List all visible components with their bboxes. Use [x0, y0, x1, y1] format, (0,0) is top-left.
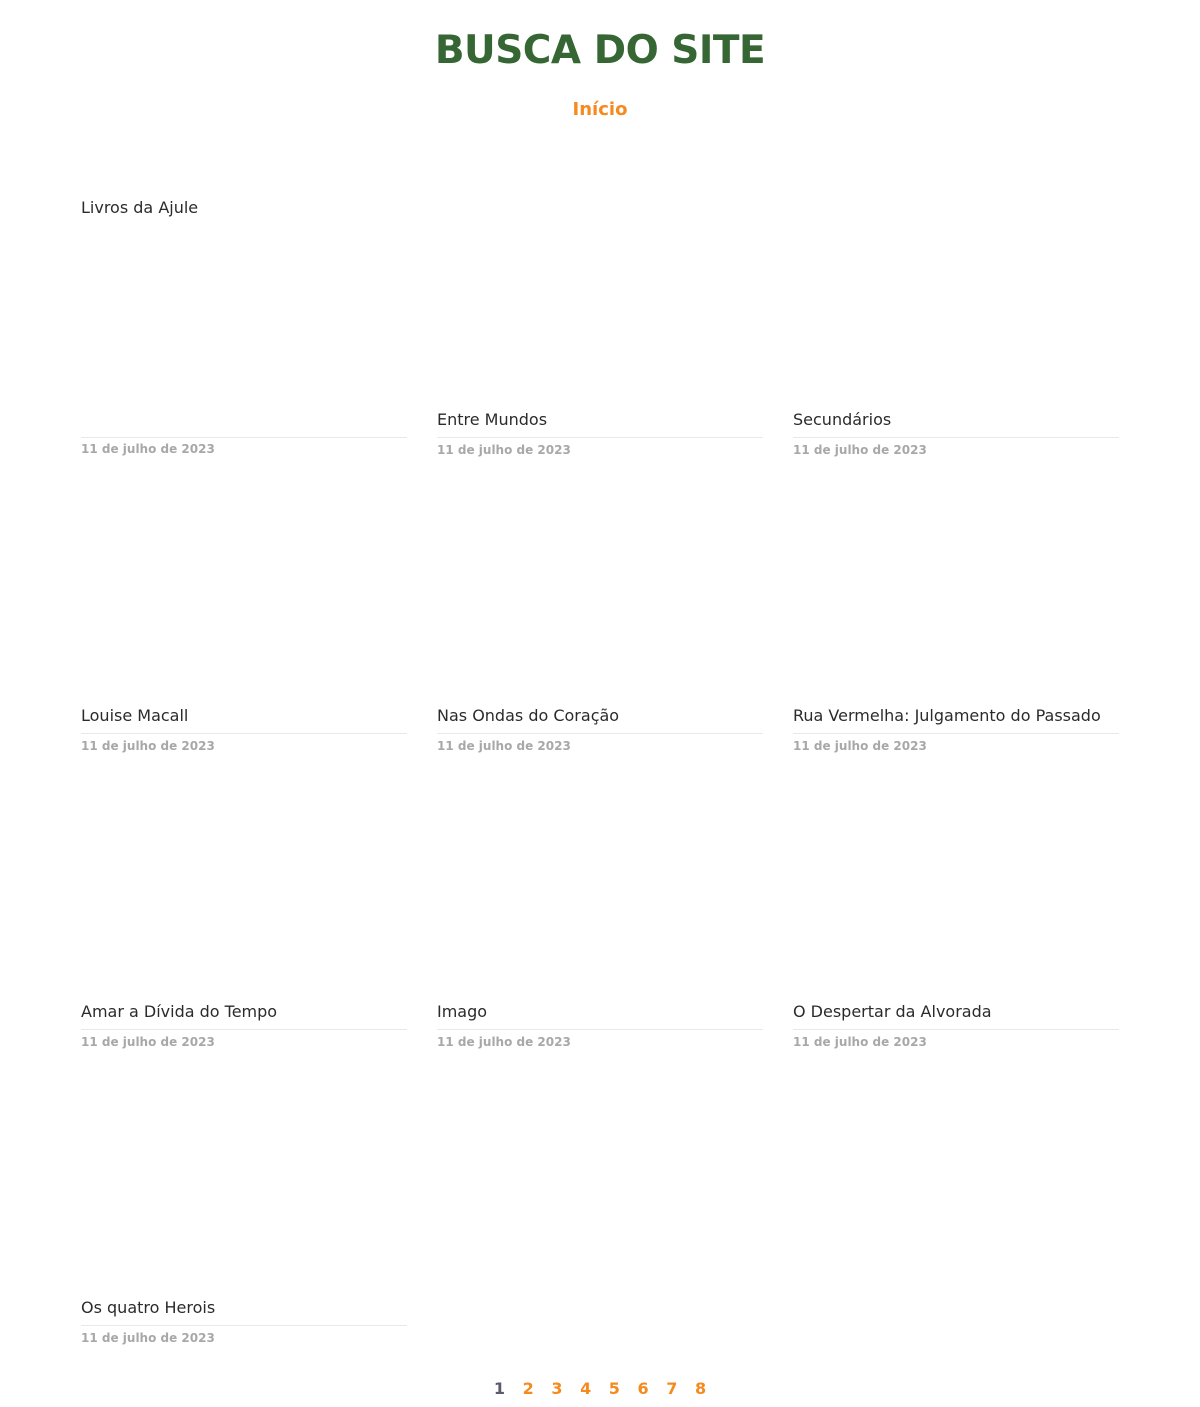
post-title-link[interactable]: Os quatro Herois — [81, 1297, 407, 1326]
post-date: 11 de julho de 2023 — [81, 1035, 215, 1049]
page-link-6[interactable]: 6 — [637, 1379, 649, 1398]
post-date: 11 de julho de 2023 — [81, 1331, 215, 1345]
post-date: 11 de julho de 2023 — [437, 739, 571, 753]
page-link-4[interactable]: 4 — [580, 1379, 592, 1398]
post-title-link[interactable]: Nas Ondas do Coração — [437, 705, 763, 734]
page-link-5[interactable]: 5 — [608, 1379, 620, 1398]
page-link-3[interactable]: 3 — [551, 1379, 563, 1398]
post-card — [437, 1001, 763, 1050]
post-card — [793, 1001, 1119, 1050]
page-title: BUSCA DO SITE — [434, 28, 766, 73]
post-card — [793, 409, 1119, 458]
post-title-link[interactable]: Rua Vermelha: Julgamento do Passado — [793, 705, 1119, 734]
post-title-link[interactable]: Secundários — [793, 409, 1119, 438]
post-card — [81, 1297, 407, 1346]
post-title-link[interactable]: Livros da Ajule — [81, 198, 199, 217]
page-link-7[interactable]: 7 — [666, 1379, 678, 1398]
page-link-1: 1 — [493, 1379, 506, 1398]
page-link-2[interactable]: 2 — [522, 1379, 534, 1398]
page-link-8[interactable]: 8 — [694, 1379, 707, 1398]
post-date: 11 de julho de 2023 — [437, 443, 571, 457]
post-title-link[interactable]: Imago — [437, 1001, 763, 1030]
post-card — [81, 705, 407, 754]
breadcrumb-home-link[interactable]: Início — [572, 99, 628, 120]
post-date: 11 de julho de 2023 — [793, 1035, 927, 1049]
post-date: 11 de julho de 2023 — [793, 739, 927, 753]
post-title-link[interactable]: Entre Mundos — [437, 409, 763, 438]
post-date: 11 de julho de 2023 — [81, 442, 215, 456]
post-date: 11 de julho de 2023 — [81, 739, 215, 753]
post-title-link[interactable]: Amar a Dívida do Tempo — [81, 1001, 407, 1030]
post-title-link[interactable]: O Despertar da Alvorada — [793, 1001, 1119, 1030]
post-card — [437, 705, 763, 754]
post-title-link[interactable]: Louise Macall — [81, 705, 407, 734]
post-date: 11 de julho de 2023 — [793, 443, 927, 457]
post-card — [81, 1001, 407, 1050]
post-date: 11 de julho de 2023 — [437, 1035, 571, 1049]
post-divider — [81, 437, 407, 438]
post-card — [437, 409, 763, 458]
post-card — [793, 705, 1119, 754]
post-card — [81, 197, 407, 467]
pagination — [0, 1378, 1200, 1400]
